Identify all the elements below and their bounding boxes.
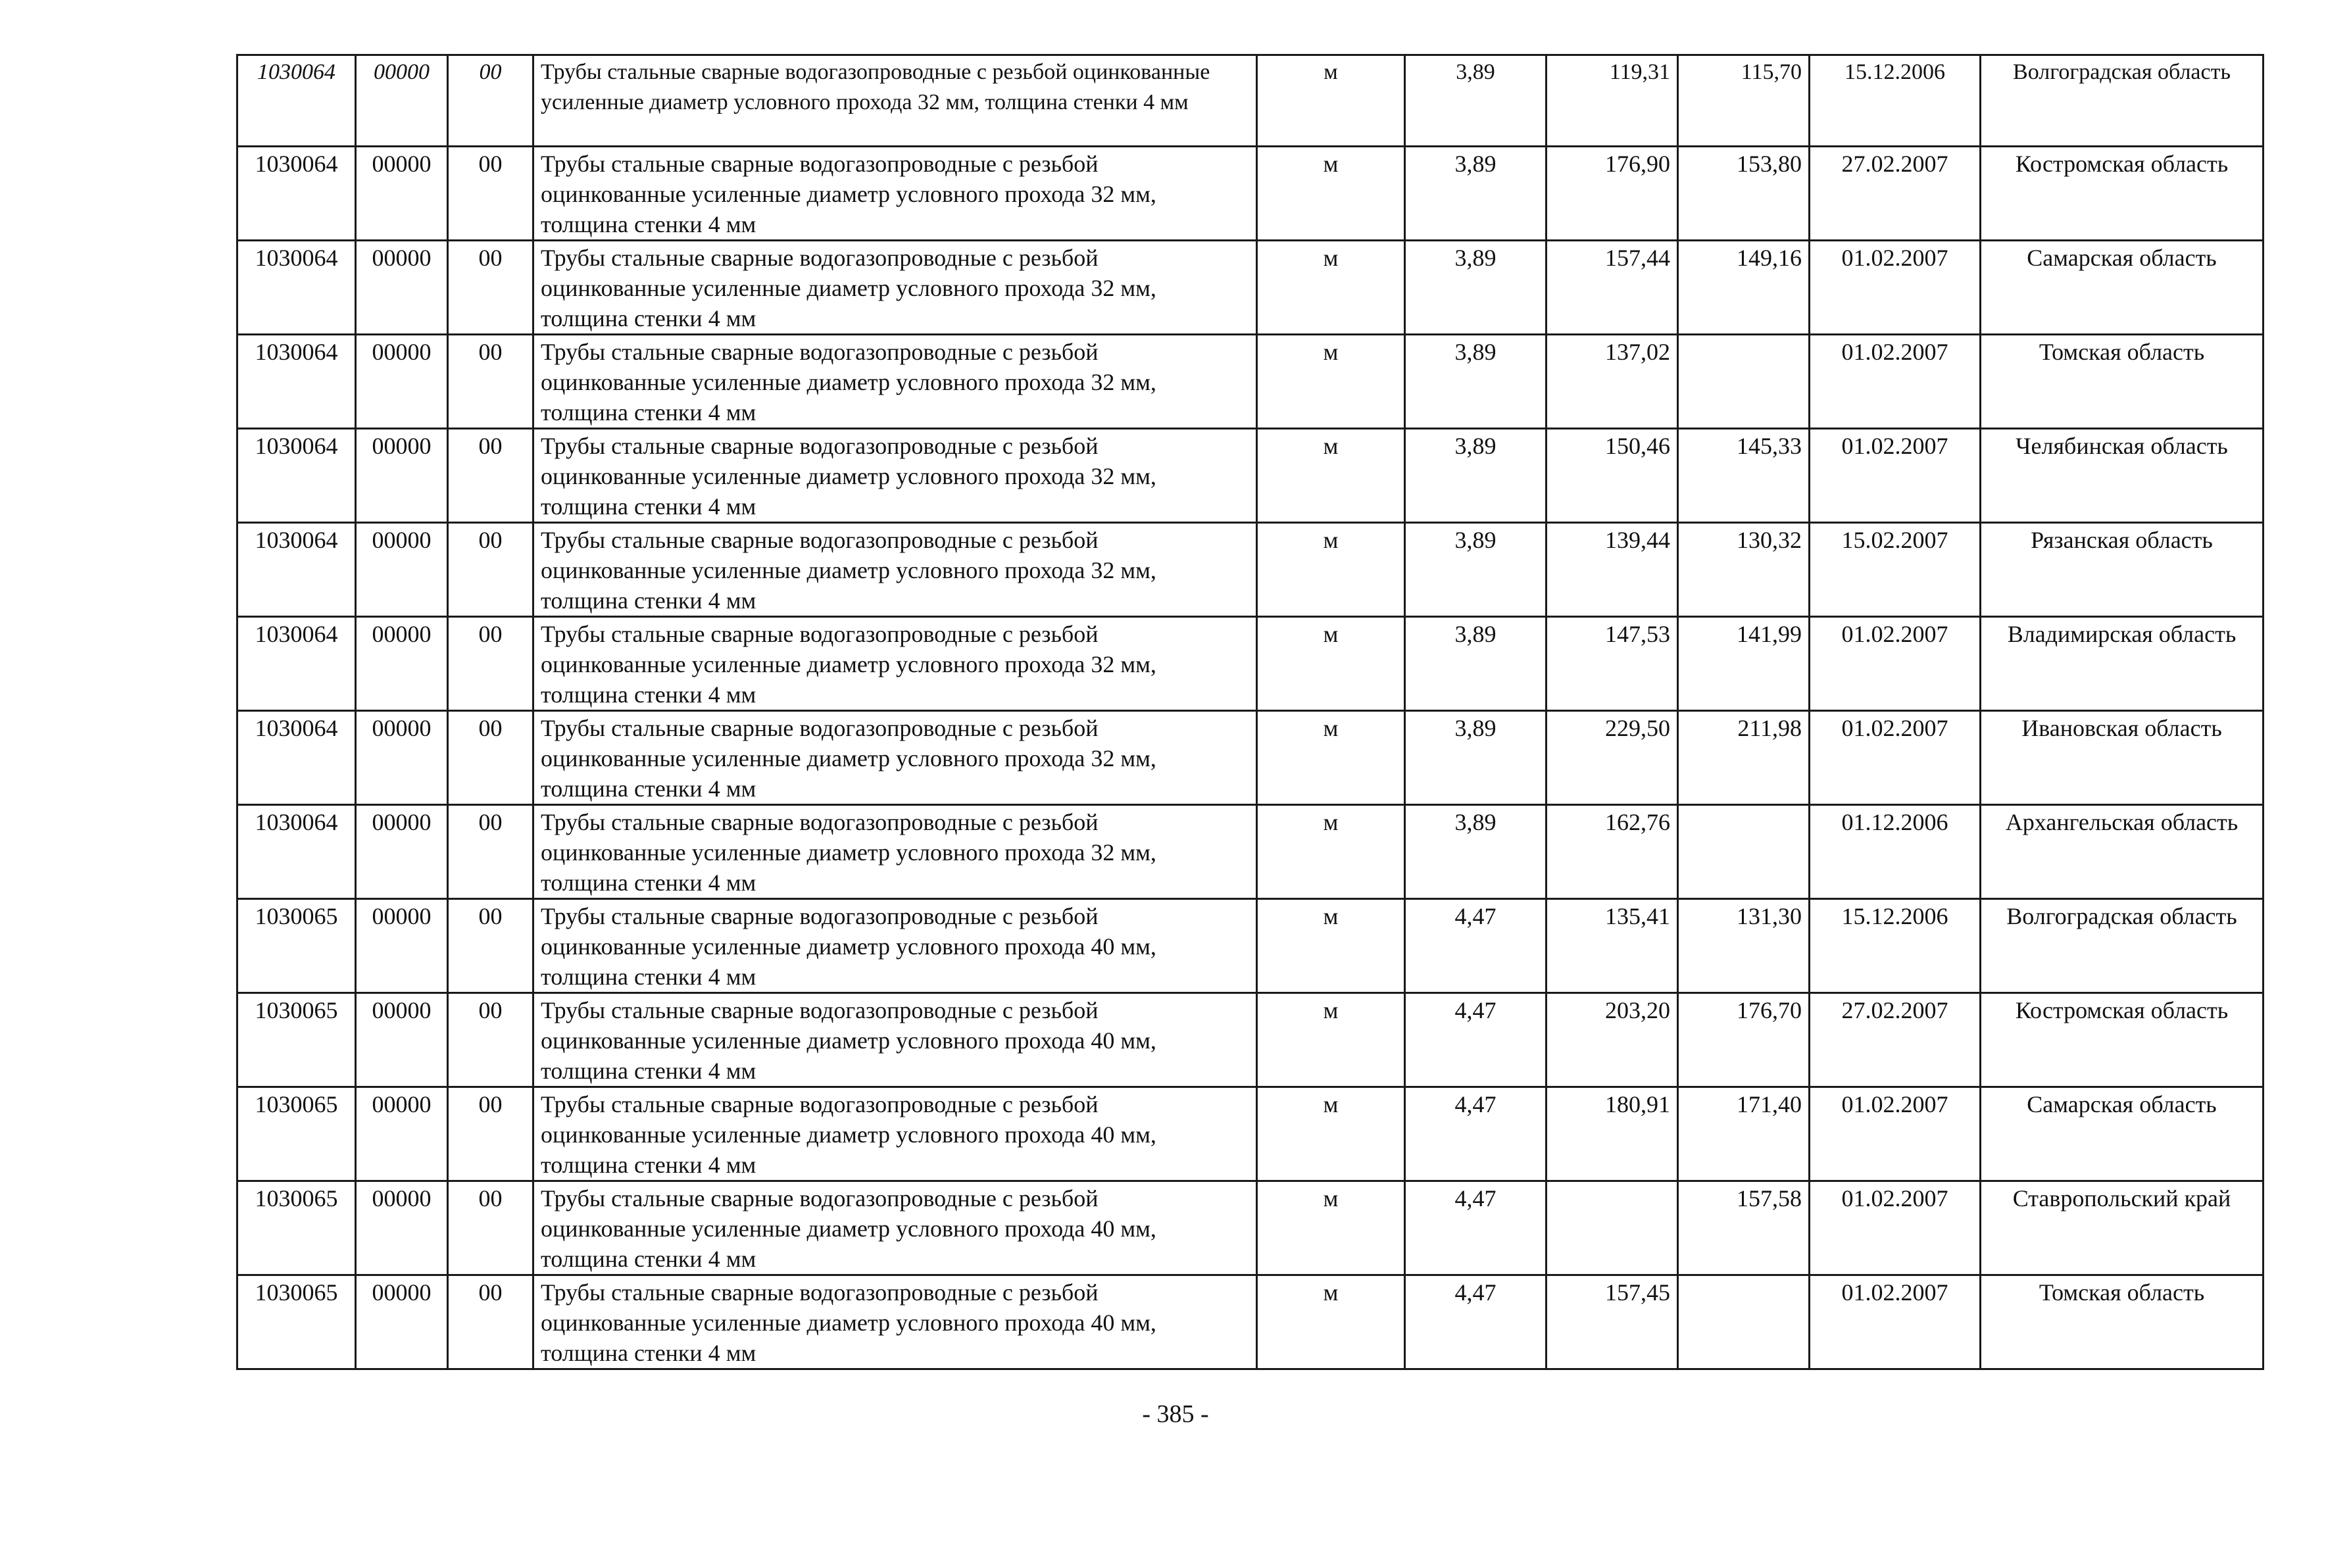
table-row [237,335,2264,429]
resource-name-cell: Трубы стальные сварные водогазопроводные с резьбой оцинкованные усиленные диаметр условного прохода 32 мм, толщина стенки 4 мм [533,55,1257,147]
unit-cell: м [1257,241,1405,335]
date-cell: 01.12.2006 [1810,805,1981,899]
resource-code-cell: 1030065 [237,1087,356,1181]
date-cell: 15.12.2006 [1810,899,1981,993]
resource-name-cell: Трубы стальные сварные водогазопроводные с резьбой оцинкованные усиленные диаметр условного прохода 32 мм, толщина стенки 4 мм [533,805,1257,899]
quantity-cell: 4,47 [1405,899,1547,993]
date-cell: 27.02.2007 [1810,993,1981,1087]
variant-code-cell: 00 [448,335,533,429]
price-cell [1547,1181,1678,1275]
date-cell: 01.02.2007 [1810,1087,1981,1181]
resource-code-cell: 1030064 [237,805,356,899]
unit-cell: м [1257,1275,1405,1369]
resource-name-cell: Трубы стальные сварные водогазопроводные с резьбой оцинкованные усиленные диаметр условного прохода 32 мм, толщина стенки 4 мм [533,523,1257,617]
sub-code-cell: 00000 [356,1275,448,1369]
date-cell: 01.02.2007 [1810,617,1981,711]
resource-code-cell: 1030064 [237,711,356,805]
date-cell: 01.02.2007 [1810,335,1981,429]
unit-cell: м [1257,805,1405,899]
quantity-cell: 3,89 [1405,805,1547,899]
variant-code-cell: 00 [448,429,533,523]
quantity-cell: 3,89 [1405,711,1547,805]
variant-code-cell: 00 [448,711,533,805]
table-row [237,993,2264,1087]
date-cell: 01.02.2007 [1810,429,1981,523]
price-alt-cell [1678,335,1810,429]
variant-code-cell: 00 [448,993,533,1087]
sub-code-cell: 00000 [356,55,448,147]
sub-code-cell: 00000 [356,805,448,899]
resource-code-cell: 1030064 [237,335,356,429]
unit-cell: м [1257,617,1405,711]
price-cell: 137,02 [1547,335,1678,429]
table-row [237,805,2264,899]
resource-code-cell: 1030064 [237,147,356,241]
resource-code-cell: 1030064 [237,55,356,147]
sub-code-cell: 00000 [356,1087,448,1181]
resource-name-cell: Трубы стальные сварные водогазопроводные с резьбой оцинкованные усиленные диаметр условного прохода 32 мм, толщина стенки 4 мм [533,711,1257,805]
variant-code-cell: 00 [448,1275,533,1369]
price-cell: 157,44 [1547,241,1678,335]
unit-cell: м [1257,993,1405,1087]
date-cell: 01.02.2007 [1810,1275,1981,1369]
sub-code-cell: 00000 [356,711,448,805]
unit-cell: м [1257,523,1405,617]
date-cell: 01.02.2007 [1810,241,1981,335]
sub-code-cell: 00000 [356,993,448,1087]
region-cell: Томская область [1981,335,2264,429]
price-table-container [236,54,2262,1370]
price-cell: 135,41 [1547,899,1678,993]
date-cell: 15.02.2007 [1810,523,1981,617]
price-cell: 229,50 [1547,711,1678,805]
resource-name-cell: Трубы стальные сварные водогазопроводные с резьбой оцинкованные усиленные диаметр условного прохода 32 мм, толщина стенки 4 мм [533,617,1257,711]
table-row [237,241,2264,335]
resource-name-cell: Трубы стальные сварные водогазопроводные с резьбой оцинкованные усиленные диаметр условного прохода 40 мм, толщина стенки 4 мм [533,993,1257,1087]
date-cell: 01.02.2007 [1810,711,1981,805]
quantity-cell: 3,89 [1405,147,1547,241]
variant-code-cell: 00 [448,241,533,335]
price-alt-cell: 157,58 [1678,1181,1810,1275]
price-alt-cell: 211,98 [1678,711,1810,805]
price-cell: 157,45 [1547,1275,1678,1369]
region-cell: Самарская область [1981,241,2264,335]
unit-cell: м [1257,429,1405,523]
price-cell: 162,76 [1547,805,1678,899]
price-alt-cell: 115,70 [1678,55,1810,147]
region-cell: Волгоградская область [1981,899,2264,993]
price-alt-cell: 176,70 [1678,993,1810,1087]
unit-cell: м [1257,55,1405,147]
price-table [236,54,2264,1370]
quantity-cell: 3,89 [1405,523,1547,617]
variant-code-cell: 00 [448,805,533,899]
resource-name-cell: Трубы стальные сварные водогазопроводные с резьбой оцинкованные усиленные диаметр условного прохода 40 мм, толщина стенки 4 мм [533,1181,1257,1275]
table-row [237,711,2264,805]
quantity-cell: 4,47 [1405,1087,1547,1181]
page-number: - 385 - [1142,1400,1209,1428]
price-alt-cell: 149,16 [1678,241,1810,335]
quantity-cell: 4,47 [1405,993,1547,1087]
variant-code-cell: 00 [448,899,533,993]
price-cell: 150,46 [1547,429,1678,523]
price-alt-cell: 145,33 [1678,429,1810,523]
price-cell: 203,20 [1547,993,1678,1087]
table-row [237,1181,2264,1275]
resource-name-cell: Трубы стальные сварные водогазопроводные с резьбой оцинкованные усиленные диаметр условного прохода 32 мм, толщина стенки 4 мм [533,429,1257,523]
table-row [237,899,2264,993]
unit-cell: м [1257,711,1405,805]
date-cell: 27.02.2007 [1810,147,1981,241]
price-cell: 180,91 [1547,1087,1678,1181]
resource-code-cell: 1030065 [237,1181,356,1275]
resource-code-cell: 1030064 [237,241,356,335]
unit-cell: м [1257,147,1405,241]
region-cell: Томская область [1981,1275,2264,1369]
unit-cell: м [1257,335,1405,429]
table-row [237,55,2264,147]
sub-code-cell: 00000 [356,335,448,429]
sub-code-cell: 00000 [356,241,448,335]
quantity-cell: 3,89 [1405,429,1547,523]
resource-code-cell: 1030064 [237,429,356,523]
resource-name-cell: Трубы стальные сварные водогазопроводные с резьбой оцинкованные усиленные диаметр условного прохода 32 мм, толщина стенки 4 мм [533,241,1257,335]
sub-code-cell: 00000 [356,617,448,711]
variant-code-cell: 00 [448,55,533,147]
unit-cell: м [1257,899,1405,993]
price-alt-cell [1678,805,1810,899]
variant-code-cell: 00 [448,523,533,617]
table-row [237,147,2264,241]
date-cell: 15.12.2006 [1810,55,1981,147]
resource-name-cell: Трубы стальные сварные водогазопроводные с резьбой оцинкованные усиленные диаметр условного прохода 40 мм, толщина стенки 4 мм [533,899,1257,993]
price-alt-cell: 131,30 [1678,899,1810,993]
sub-code-cell: 00000 [356,899,448,993]
sub-code-cell: 00000 [356,523,448,617]
region-cell: Костромская область [1981,993,2264,1087]
table-row [237,1087,2264,1181]
price-alt-cell: 171,40 [1678,1087,1810,1181]
resource-name-cell: Трубы стальные сварные водогазопроводные с резьбой оцинкованные усиленные диаметр условного прохода 32 мм, толщина стенки 4 мм [533,147,1257,241]
table-body [237,55,2264,1369]
table-row [237,429,2264,523]
region-cell: Владимирская область [1981,617,2264,711]
table-row [237,1275,2264,1369]
variant-code-cell: 00 [448,1087,533,1181]
unit-cell: м [1257,1087,1405,1181]
sub-code-cell: 00000 [356,147,448,241]
quantity-cell: 3,89 [1405,617,1547,711]
quantity-cell: 4,47 [1405,1181,1547,1275]
price-alt-cell [1678,1275,1810,1369]
quantity-cell: 4,47 [1405,1275,1547,1369]
resource-code-cell: 1030065 [237,1275,356,1369]
variant-code-cell: 00 [448,617,533,711]
table-row [237,617,2264,711]
quantity-cell: 3,89 [1405,55,1547,147]
quantity-cell: 3,89 [1405,335,1547,429]
resource-code-cell: 1030065 [237,899,356,993]
resource-code-cell: 1030064 [237,617,356,711]
resource-name-cell: Трубы стальные сварные водогазопроводные с резьбой оцинкованные усиленные диаметр условного прохода 32 мм, толщина стенки 4 мм [533,335,1257,429]
price-alt-cell: 153,80 [1678,147,1810,241]
region-cell: Самарская область [1981,1087,2264,1181]
price-alt-cell: 141,99 [1678,617,1810,711]
price-cell: 147,53 [1547,617,1678,711]
unit-cell: м [1257,1181,1405,1275]
quantity-cell: 3,89 [1405,241,1547,335]
variant-code-cell: 00 [448,1181,533,1275]
date-cell: 01.02.2007 [1810,1181,1981,1275]
sub-code-cell: 00000 [356,1181,448,1275]
resource-code-cell: 1030064 [237,523,356,617]
resource-code-cell: 1030065 [237,993,356,1087]
region-cell: Архангельская область [1981,805,2264,899]
table-row [237,523,2264,617]
region-cell: Волгоградская область [1981,55,2264,147]
price-alt-cell: 130,32 [1678,523,1810,617]
sub-code-cell: 00000 [356,429,448,523]
price-cell: 176,90 [1547,147,1678,241]
price-cell: 119,31 [1547,55,1678,147]
variant-code-cell: 00 [448,147,533,241]
region-cell: Костромская область [1981,147,2264,241]
resource-name-cell: Трубы стальные сварные водогазопроводные с резьбой оцинкованные усиленные диаметр условного прохода 40 мм, толщина стенки 4 мм [533,1087,1257,1181]
resource-name-cell: Трубы стальные сварные водогазопроводные с резьбой оцинкованные усиленные диаметр условного прохода 40 мм, толщина стенки 4 мм [533,1275,1257,1369]
region-cell: Ивановская область [1981,711,2264,805]
region-cell: Ставропольский край [1981,1181,2264,1275]
region-cell: Рязанская область [1981,523,2264,617]
region-cell: Челябинская область [1981,429,2264,523]
price-cell: 139,44 [1547,523,1678,617]
